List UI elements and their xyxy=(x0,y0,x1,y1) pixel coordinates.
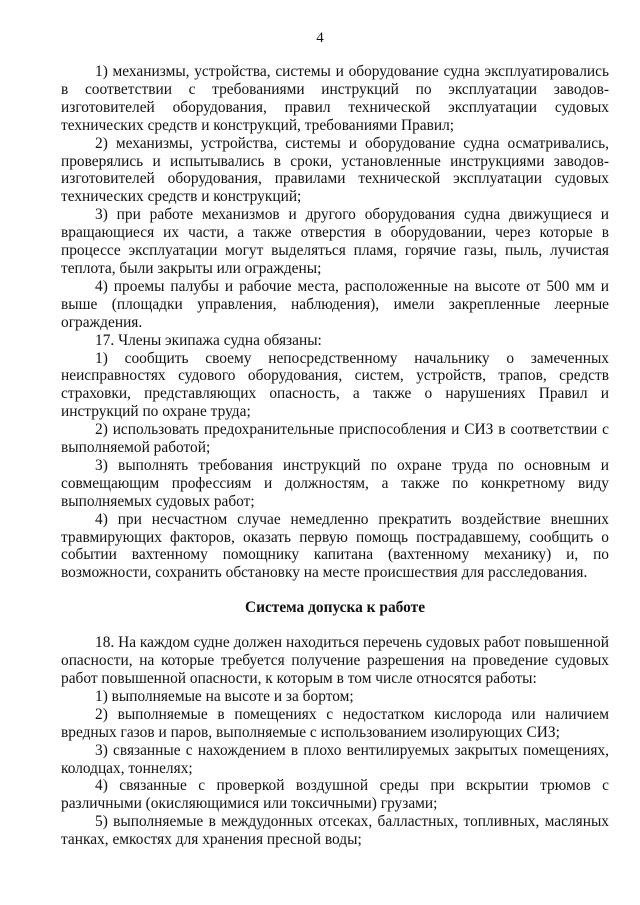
paragraph-work-type-1: 1) выполняемые на высоте и за бортом; xyxy=(95,687,354,705)
page-number: 4 xyxy=(316,30,324,46)
paragraph-work-type-3: 3) связанные с нахождением в плохо вентилируемых закрытых помещениях, колодцах, тоннелях; xyxy=(61,741,609,777)
paragraph-work-type-4: 4) связанные с проверкой воздушной среды при вскрытии трюмов с различными (окисляющимися или токсичными) грузами; xyxy=(61,777,609,813)
paragraph-requirement-2: 2) механизмы, устройства, системы и оборудование судна осматривались, проверялись и испытывались в сроки, установленные инструкциями заводов-изготовителей оборудования, правилами технической эксплуатации судовых технических средств и конструкций; xyxy=(61,134,609,206)
paragraph-requirement-4: 4) проемы палубы и рабочие места, расположенные на высоте от 500 мм и выше (площадки управления, наблюдения), имели закрепленные леерные ограждения. xyxy=(61,277,609,331)
paragraph-requirement-1: 1) механизмы, устройства, системы и оборудование судна эксплуатировались в соответствии с требованиями инструкций по эксплуатации заводов-изготовителей оборудования, правил технической эксплуатации судовых технических средств и конструкций, требованиями Правил; xyxy=(61,63,609,134)
document-body xyxy=(61,63,609,849)
paragraph-clause-18: 18. На каждом судне должен находиться перечень судовых работ повышенной опасности, на которые требуется получение разрешения на проведение судовых работ повышенной опасности, к которым в том числе относятся работы: xyxy=(61,634,609,687)
paragraph-duty-2: 2) использовать предохранительные приспособления и СИЗ в соответствии с выполняемой работой; xyxy=(61,421,609,457)
paragraph-duty-1: 1) сообщить своему непосредственному начальнику о замеченных неисправностях судового оборудования, систем, устройств, трапов, средств страховки, представляющих опасность, а также о нарушениях Правил и инструкций по охране труда; xyxy=(61,349,609,421)
paragraph-requirement-3: 3) при работе механизмов и другого оборудования судна движущиеся и вращающиеся их части, а также отверстия в оборудовании, через которые в процессе эксплуатации могут выделяться пламя, горячие газы, пыль, лучистая теплота, были закрыты или ограждены; xyxy=(61,206,609,277)
paragraph-duty-3: 3) выполнять требования инструкций по охране труда по основным и совмещающим профессиям и должностям, а также по конкретному виду выполняемых судовых работ; xyxy=(61,456,609,510)
section-heading: Система допуска к работе xyxy=(244,599,426,617)
paragraph-work-type-5: 5) выполняемые в междудонных отсеках, балластных, топливных, масляных танках, емкостях для хранения пресной воды; xyxy=(61,813,609,849)
paragraph-clause-17: 17. Члены экипажа судна обязаны: xyxy=(95,331,322,349)
paragraph-work-type-2: 2) выполняемые в помещениях с недостатком кислорода или наличием вредных газов и паров, выполняемые с использованием изолирующих СИЗ; xyxy=(61,705,609,741)
paragraph-duty-4: 4) при несчастном случае немедленно прекратить воздействие внешних травмирующих факторов, оказать первую помощь пострадавшему, сообщить о событии вахтенному помощнику капитана (вахтенному механику) и, по возможности, сохранить обстановку на месте происшествия для расследования. xyxy=(61,510,609,582)
